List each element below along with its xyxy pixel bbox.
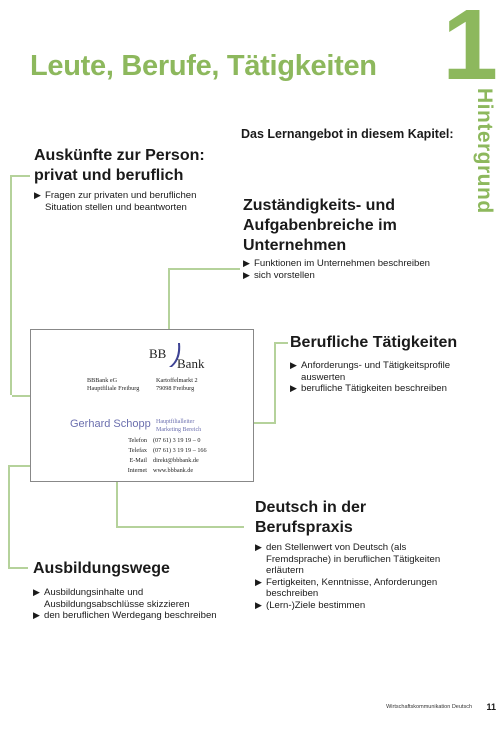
person-name: Gerhard Schopp	[70, 418, 151, 430]
bullet-list-ausbildung	[33, 587, 233, 622]
contact-value: direkt@bbbank.de	[153, 457, 199, 464]
contact-label: Telefon	[128, 437, 147, 444]
bullet-item: ▶ Fertigkeiten, Kenntnisse, Anforderungen beschreiben	[255, 577, 460, 600]
title-line: Berufspraxis	[255, 519, 353, 536]
title-line: Unternehmen	[243, 237, 347, 254]
company-line: BBBank eG	[87, 377, 118, 384]
intro-heading: Das Lernangebot in diesem Kapitel:	[241, 127, 454, 141]
footer-text: Wirtschaftskommunikation Deutsch	[386, 704, 472, 710]
contact-value: (07 61) 3 19 19 – 0	[153, 437, 201, 444]
connector-line	[10, 175, 30, 177]
bullet-item: ▶ Ausbildungsinhalte und Ausbildungsabschlüsse skizzieren	[33, 587, 233, 610]
section-title-zustaendigkeit	[243, 196, 463, 256]
connector-line	[168, 268, 170, 330]
bullet-item: ▶ Fragen zur privaten und beruflichen Situation stellen und beantworten	[34, 190, 234, 213]
section-title-deutsch	[255, 498, 455, 538]
bullet-item: ▶ sich vorstellen	[243, 270, 463, 282]
title-line: Aufgabenbreiche im	[243, 217, 397, 234]
contact-value: www.bbbank.de	[153, 467, 194, 474]
connector-line	[12, 395, 30, 397]
connector-line	[8, 465, 30, 467]
city: 79098 Freiburg	[156, 385, 195, 392]
bullet-list-zustaendigkeit	[243, 258, 463, 281]
person-role	[156, 418, 201, 434]
street: Kartoffelmarkt 2	[156, 377, 198, 384]
contact-label: Telefax	[128, 447, 147, 454]
bullet-list-taetigkeiten	[290, 360, 465, 395]
contact-value: (07 61) 3 19 19 – 166	[153, 447, 207, 454]
connector-line	[116, 480, 118, 526]
section-title-auskuenfte	[34, 146, 244, 186]
connector-line	[8, 465, 10, 567]
bullet-item: ▶ den Stellenwert von Deutsch (als Fremdsprache) in beruflichen Tätigkeiten erläutern	[255, 542, 460, 577]
business-card	[30, 329, 254, 482]
contact-label: Internet	[127, 467, 147, 474]
title-line: Deutsch in der	[255, 499, 367, 516]
connector-line	[8, 567, 28, 569]
title-line: Zuständigkeits- und	[243, 197, 395, 214]
section-title-ausbildung: Ausbildungswege	[33, 560, 170, 577]
connector-line	[168, 268, 240, 270]
connector-line	[10, 175, 12, 395]
street-address	[156, 377, 198, 393]
section-title-taetigkeiten: Berufliche Tätigkeiten	[290, 334, 458, 351]
bullet-list-deutsch	[255, 542, 460, 611]
title-line: privat und beruflich	[34, 167, 184, 184]
connector-line	[274, 342, 288, 344]
title-line: Auskünfte zur Person:	[34, 147, 205, 164]
chapter-label: Hintergrund	[473, 88, 496, 214]
company-address	[87, 377, 139, 393]
bullet-item: ▶ (Lern-)Ziele bestimmen	[255, 600, 460, 612]
connector-line	[274, 342, 276, 422]
role-line: Marketing Bereich	[156, 427, 202, 433]
bullet-list-auskuenfte	[34, 190, 234, 213]
connector-line	[116, 526, 244, 528]
company-line: Hauptfiliale Freiburg	[87, 385, 140, 392]
bank-name: Bank	[177, 356, 205, 371]
bank-logo-text: BB	[149, 346, 167, 361]
bullet-item: ▶ Funktionen im Unternehmen beschreiben	[243, 258, 463, 270]
page-title: Leute, Berufe, Tätigkeiten	[30, 50, 377, 82]
bullet-item: ▶ den beruflichen Werdegang beschreiben	[33, 610, 233, 622]
role-line: Hauptfilialleiter	[156, 419, 195, 425]
page-number: 11	[486, 702, 496, 712]
bullet-item: ▶ berufliche Tätigkeiten beschreiben	[290, 383, 465, 395]
contact-label: E-Mail	[129, 457, 147, 464]
chapter-number: 1	[442, 0, 498, 101]
bullet-item: ▶ Anforderungs- und Tätigkeitsprofile auswerten	[290, 360, 465, 383]
